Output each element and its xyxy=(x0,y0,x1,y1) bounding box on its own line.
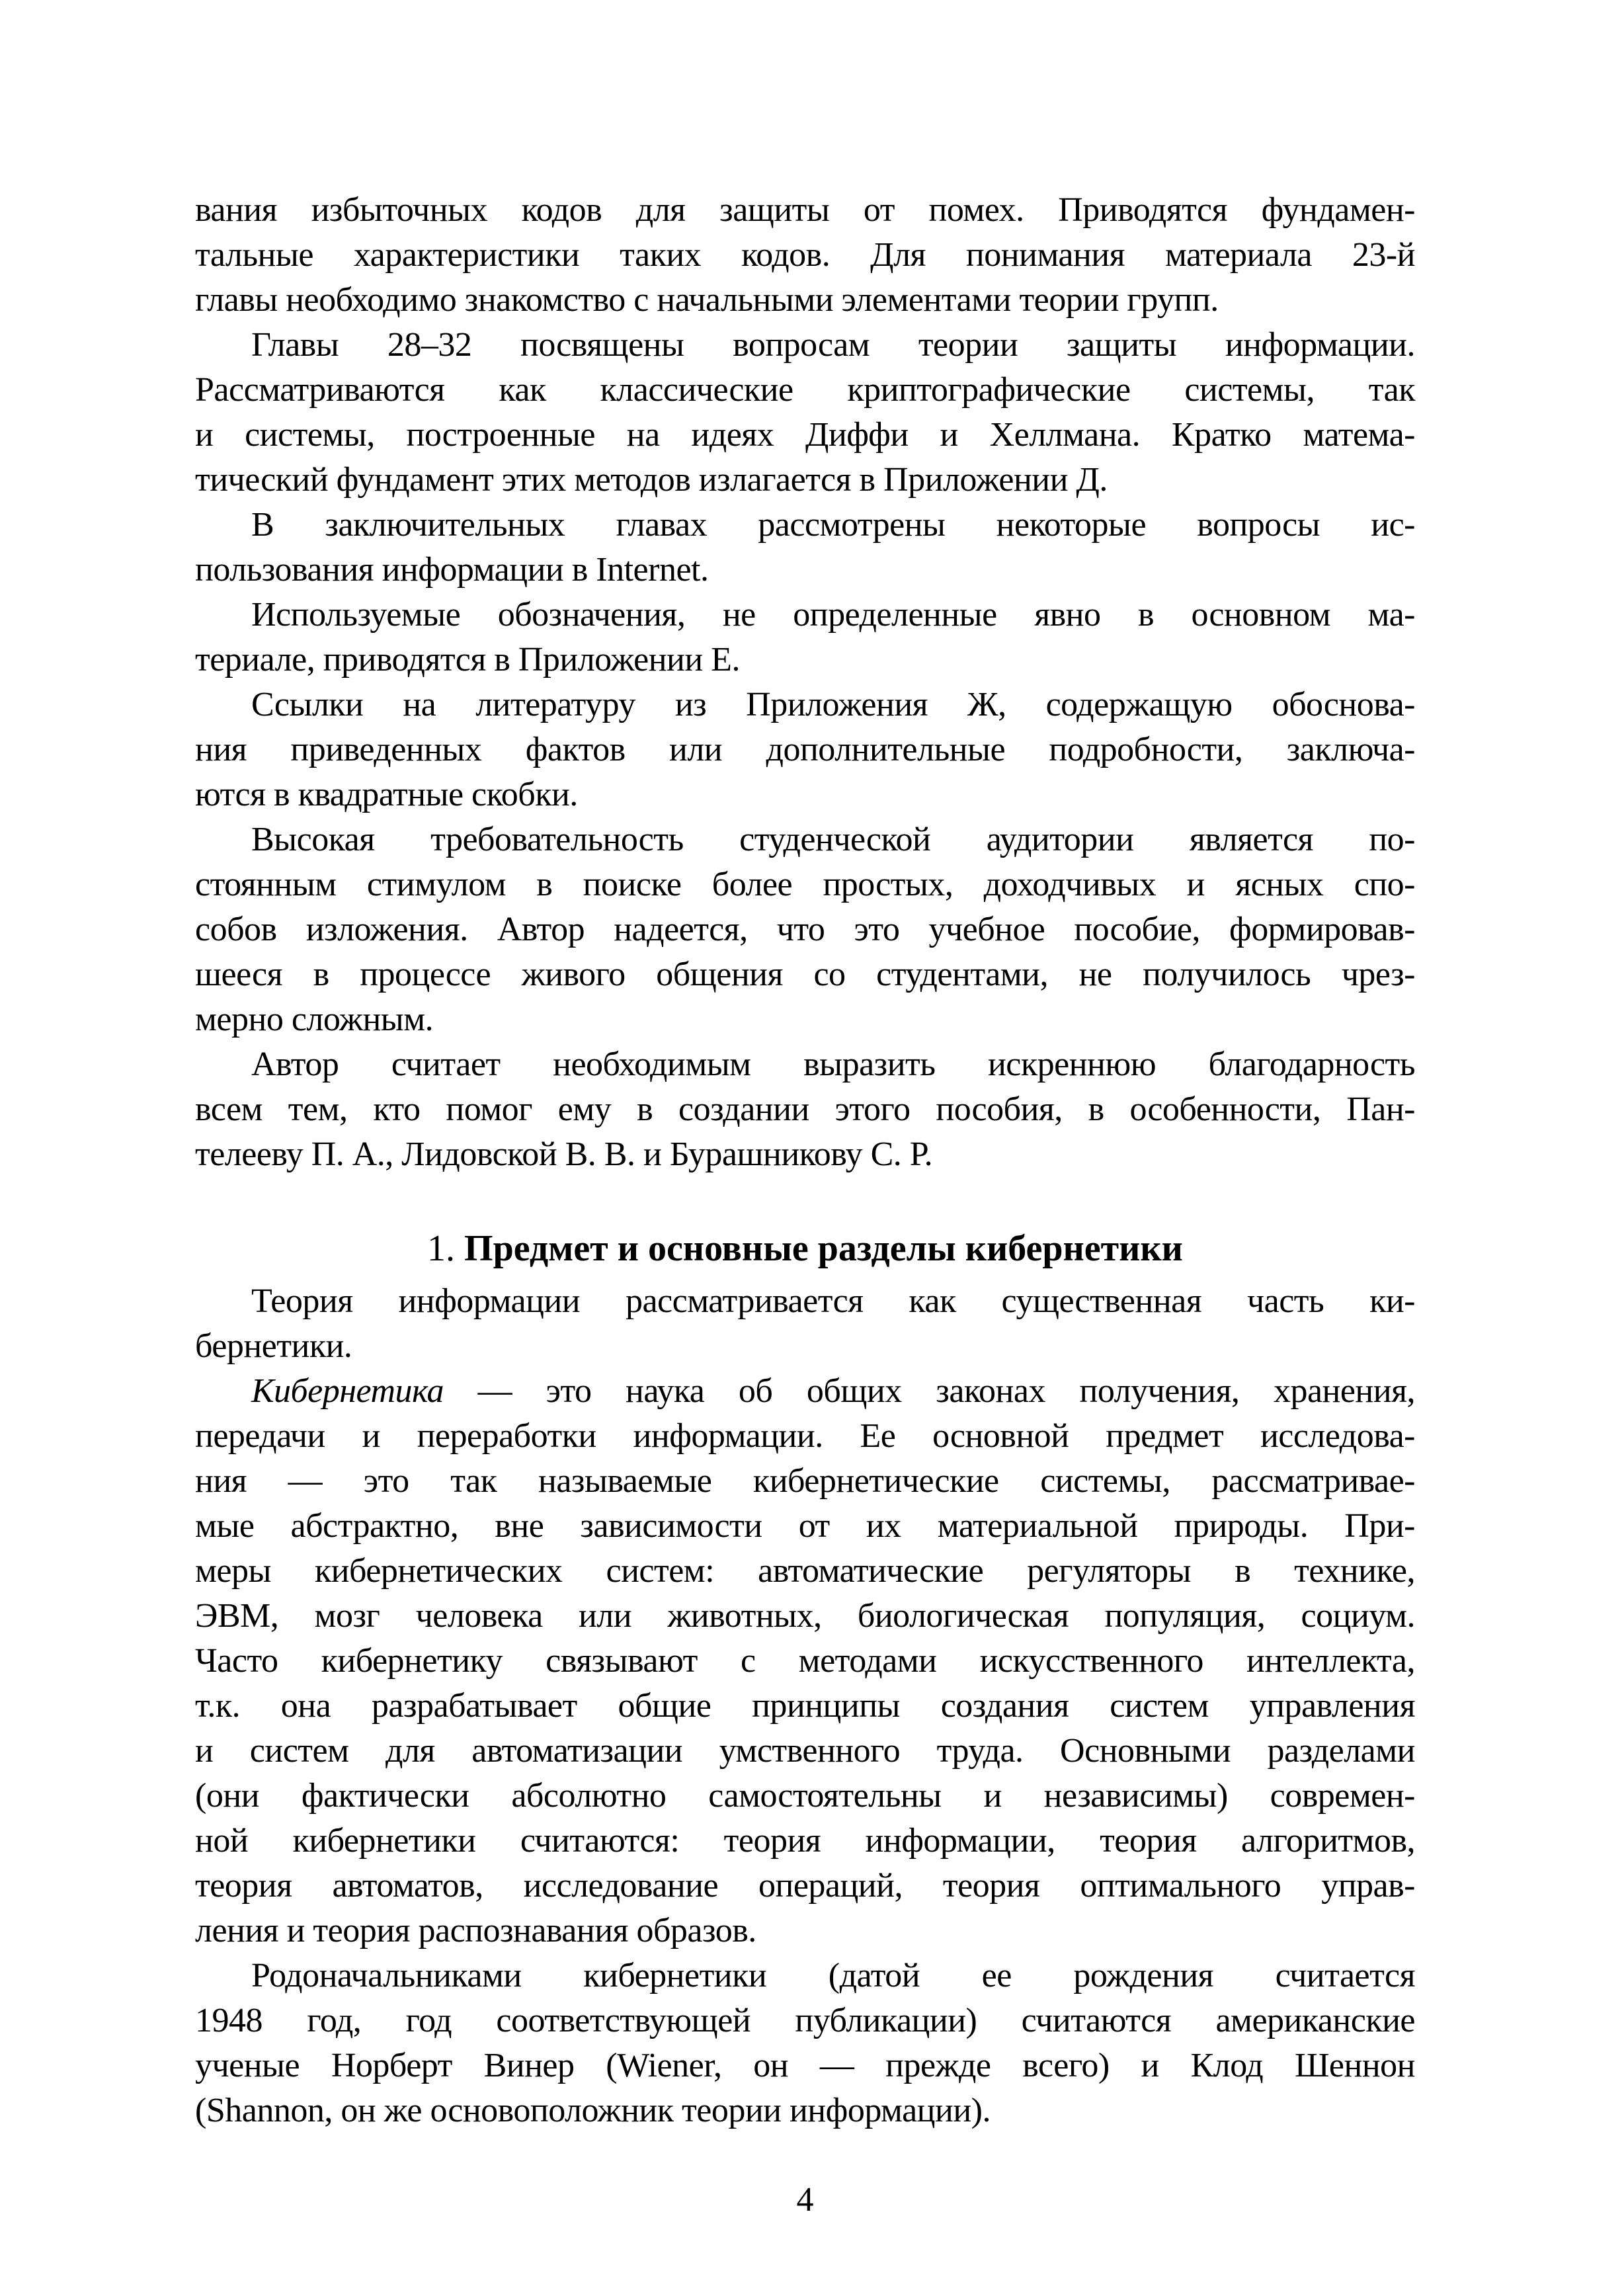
text-line: ЭВМ, мозг человека или животных, биологическая популяция, социум. xyxy=(195,1597,1415,1635)
paragraph xyxy=(195,1369,1415,1953)
paragraph xyxy=(195,1042,1415,1177)
text-line: мерно сложным. xyxy=(195,1001,434,1038)
paragraph xyxy=(195,503,1415,593)
text-line: мые абстрактно, вне зависимости от их материальной природы. При- xyxy=(195,1507,1415,1545)
text-line: вания избыточных кодов для защиты от помех. Приводятся фундамен- xyxy=(195,191,1415,229)
text-line: ются в квадратные скобки. xyxy=(195,776,578,813)
text-line: передачи и переработки информации. Ее основной предмет исследова- xyxy=(195,1417,1415,1455)
text-line: Теория информации рассматривается как существенная часть ки- xyxy=(251,1282,1415,1320)
text-line: Часто кибернетику связывают с методами искусственного интеллекта, xyxy=(195,1642,1415,1680)
section-title: Предмет и основные разделы кибернетики xyxy=(464,1228,1183,1269)
paragraph xyxy=(195,1953,1415,2133)
text-line: Главы 28–32 посвящены вопросам теории защиты информации. xyxy=(251,326,1415,364)
text-line: Высокая требовательность студенческой аудитории является по- xyxy=(251,821,1415,858)
paragraph xyxy=(195,1279,1415,1369)
text-line: всем тем, кто помог ему в создании этого пособия, в особенности, Пан- xyxy=(195,1090,1415,1128)
paragraph xyxy=(195,682,1415,817)
text-line: меры кибернетических систем: автоматические регуляторы в технике, xyxy=(195,1552,1415,1590)
text-segment: — это наука об общих законах получения, хранения, xyxy=(444,1372,1415,1410)
text-line: телееву П. А., Лидовской В. В. и Бурашникову С. Р. xyxy=(195,1135,933,1173)
text-line: пользования информации в Internet. xyxy=(195,551,709,589)
text-line: главы необходимо знакомство с начальными элементами теории групп. xyxy=(195,281,1219,319)
text-line: Используемые обозначения, не определенные явно в основном ма- xyxy=(251,596,1415,634)
text-line: бернетики. xyxy=(195,1327,352,1365)
text-line xyxy=(195,1369,1415,1414)
text-line: Ссылки на литературу из Приложения Ж, содержащую обоснова- xyxy=(251,686,1415,723)
text-line: и систем для автоматизации умственного труда. Основными разделами xyxy=(195,1732,1415,1770)
text-line: и системы, построенные на идеях Диффи и Хеллмана. Кратко матема- xyxy=(195,416,1415,454)
text-line: собов изложения. Автор надеется, что это учебное пособие, формировав- xyxy=(195,911,1415,948)
text-line: ления и теория распознавания образов. xyxy=(195,1912,756,1949)
paragraph xyxy=(195,188,1415,323)
paragraph xyxy=(195,323,1415,503)
text-line: (Shannon, он же основоположник теории информации). xyxy=(195,2092,991,2129)
italic-term: Кибернетика xyxy=(251,1372,444,1410)
text-line: ния приведенных фактов или дополнительные подробности, заключа- xyxy=(195,731,1415,768)
text-line: тический фундамент этих методов излагается в Приложении Д. xyxy=(195,461,1108,499)
text-line: В заключительных главах рассмотрены некоторые вопросы ис- xyxy=(251,506,1415,544)
text-line: теория автоматов, исследование операций, теория оптимального управ- xyxy=(195,1867,1415,1905)
text-line: териале, приводятся в Приложении Е. xyxy=(195,641,740,678)
text-column xyxy=(195,188,1415,2133)
text-line: ученые Норберт Винер (Wiener, он — прежде всего) и Клод Шеннон xyxy=(195,2047,1415,2084)
text-line: Рассматриваются как классические криптографические системы, так xyxy=(195,371,1415,409)
text-line: тальные характеристики таких кодов. Для понимания материала 23-й xyxy=(195,236,1415,274)
section-heading xyxy=(195,1226,1415,1271)
text-line: Родоначальниками кибернетики (датой ее рождения считается xyxy=(251,1957,1415,1994)
section-number: 1. xyxy=(427,1228,465,1269)
text-line: стоянным стимулом в поиске более простых, доходчивых и ясных спо- xyxy=(195,866,1415,903)
paragraph xyxy=(195,817,1415,1042)
text-line: шееся в процессе живого общения со студентами, не получилось чрез- xyxy=(195,956,1415,993)
page-number: 4 xyxy=(796,2181,814,2219)
text-line: 1948 год, год соответствующей публикации) считаются американские xyxy=(195,2002,1415,2039)
text-line: т.к. она разрабатывает общие принципы создания систем управления xyxy=(195,1687,1415,1725)
text-line: ния — это так называемые кибернетические системы, рассматривае- xyxy=(195,1462,1415,1500)
paragraph xyxy=(195,593,1415,682)
text-line: ной кибернетики считаются: теория информации, теория алгоритмов, xyxy=(195,1822,1415,1860)
text-line: Автор считает необходимым выразить искреннюю благодарность xyxy=(251,1046,1415,1083)
text-line: (они фактически абсолютно самостоятельны и независимы) современ- xyxy=(195,1777,1415,1815)
